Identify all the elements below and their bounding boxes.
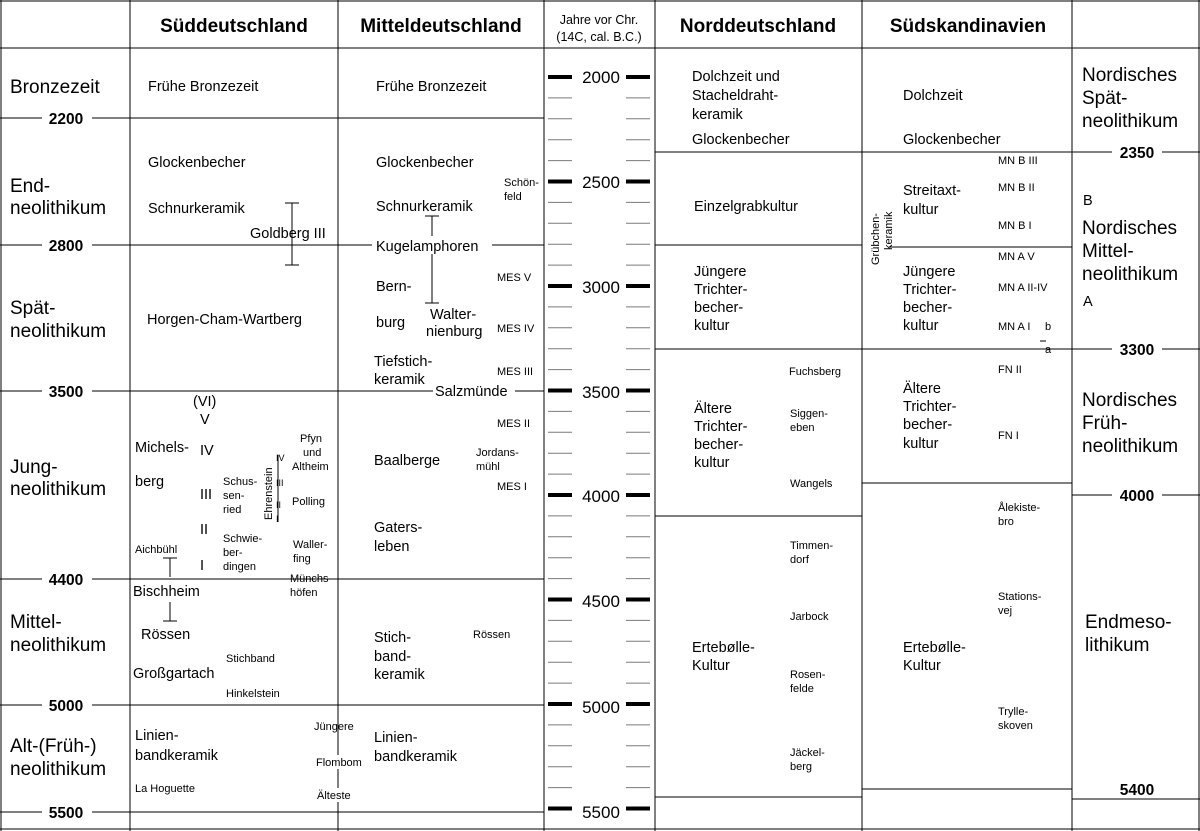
period-end-1: End- — [10, 176, 51, 197]
nord-juengere-tbk-4: kultur — [694, 318, 730, 334]
sued-wallerfing-2: fing — [293, 553, 311, 565]
sued-ehrenstein-i: I — [276, 514, 279, 524]
sued-linienbandkeramik-1: Linien- — [135, 728, 179, 744]
mittel-jordansmuehl-2: mühl — [476, 461, 500, 473]
sued-goldberg-iii: Goldberg III — [250, 226, 326, 242]
mittel-stichbandkeramik-2: band- — [374, 649, 412, 665]
sued-michelsberg-iii: III — [200, 487, 213, 503]
mittel-walternienburg-2: nienburg — [426, 324, 483, 340]
mitteldeutschland-column — [314, 79, 539, 802]
sued-grossgartach: Großgartach — [133, 666, 215, 682]
skand-fn-ii: FN II — [998, 364, 1022, 376]
scale-label-3500: 3500 — [582, 383, 620, 402]
mittel-mes-iii: MES III — [497, 366, 534, 378]
nordisch-mittel-a: A — [1083, 294, 1093, 310]
skand-tryllesko-1: Trylle- — [998, 706, 1029, 718]
nord-timmendorf-2: dorf — [790, 554, 809, 566]
mittel-baalberge: Baalberge — [374, 453, 441, 469]
mittel-schoenfeld-2: feld — [504, 191, 522, 203]
period-alt-1: Alt-(Früh-) — [10, 736, 97, 757]
period-mittel-1: Mittel- — [10, 612, 62, 633]
sued-ehrenstein-iv: IV — [276, 453, 285, 463]
mittel-tiefstichkeramik-1: Tiefstich- — [374, 354, 433, 370]
sued-ehrenstein-ii: II — [276, 500, 282, 510]
header-norddeutschland: Norddeutschland — [679, 16, 837, 37]
boundary-label-2350: 2350 — [1119, 145, 1155, 162]
mittel-salzmuende: Salzmünde — [435, 384, 508, 400]
mittel-juengere: Jüngere — [314, 721, 354, 733]
skand-juengere-tbk-1: Jüngere — [903, 264, 956, 280]
nordisch-endmeso-1: Endmeso- — [1085, 612, 1172, 633]
year-scale-labels — [582, 68, 620, 822]
header-mitteldeutschland: Mitteldeutschland — [360, 16, 522, 37]
skand-gruebchenkeramik-1: Grübchen- — [870, 213, 882, 265]
sued-glockenbecher: Glockenbecher — [148, 155, 246, 171]
nord-aeltere-tbk-1: Ältere — [694, 401, 732, 417]
sued-michelsberg-iv: IV — [200, 443, 214, 459]
mittel-aelteste: Älteste — [317, 790, 351, 802]
scale-label-3000: 3000 — [582, 278, 620, 297]
sued-pfyn-3: Altheim — [292, 461, 329, 473]
mittel-linienbandkeramik-2: bandkeramik — [374, 749, 458, 765]
skand-mn-a-ii-iv: MN A II-IV — [998, 282, 1048, 294]
mittel-bernburg-1: Bern- — [376, 279, 412, 295]
nordisch-frueh-1: Nordisches — [1082, 390, 1178, 411]
mittel-mes-v: MES V — [497, 272, 532, 284]
skand-aeltere-tbk-1: Ältere — [903, 381, 941, 397]
skand-mn-b-iii: MN B III — [998, 155, 1038, 167]
nordisch-endmeso-2: lithikum — [1085, 635, 1150, 656]
boundary-label-2200: 2200 — [48, 111, 84, 128]
skand-fn-i: FN I — [998, 430, 1019, 442]
skand-aeltere-tbk-3: becher- — [903, 417, 953, 433]
nordisch-mittel-3: neolithikum — [1082, 264, 1179, 285]
period-bronzezeit: Bronzezeit — [10, 77, 100, 98]
nordisch-mittel-1: Nordisches — [1082, 218, 1178, 239]
mittel-stichbandkeramik-3: keramik — [374, 667, 425, 683]
mittel-stichbandkeramik-1: Stich- — [374, 630, 412, 646]
header-jahre-line2: (14C, cal. B.C.) — [556, 30, 642, 44]
nord-ertebolle-2: Kultur — [692, 658, 730, 674]
sued-pfyn-1: Pfyn — [300, 433, 323, 445]
sued-michelsberg-i: I — [200, 558, 205, 574]
mittel-mes-ii: MES II — [497, 418, 531, 430]
period-alt-2: neolithikum — [10, 759, 107, 780]
nord-rosenfelde-1: Rosen- — [790, 669, 826, 681]
boundary-label-4000: 4000 — [1119, 488, 1155, 505]
skand-aalekistebro-2: bro — [998, 516, 1014, 528]
sued-aichbuehl: Aichbühl — [135, 544, 178, 556]
sued-schwieberdingen-2: ber- — [223, 547, 243, 559]
period-jung-2: neolithikum — [10, 479, 107, 500]
nordisch-frueh-2: Früh- — [1082, 413, 1128, 434]
sued-schussenried-2: sen- — [223, 490, 245, 502]
nord-dolchzeit-1: Dolchzeit und — [692, 69, 780, 85]
mittel-gatersleben-1: Gaters- — [374, 520, 423, 536]
nord-aeltere-tbk-3: becher- — [694, 437, 744, 453]
mittel-tiefstichkeramik-2: keramik — [374, 372, 425, 388]
sued-ehrenstein-iii: III — [276, 478, 284, 488]
header-suedskandinavien: Südskandinavien — [889, 16, 1047, 37]
sued-muenchshoefen-2: höfen — [290, 587, 318, 599]
header-sueddeutschland: Süddeutschland — [160, 16, 308, 37]
sued-linienbandkeramik-2: bandkeramik — [135, 748, 219, 764]
mittel-linienbandkeramik-1: Linien- — [374, 730, 418, 746]
nord-aeltere-tbk-2: Trichter- — [694, 419, 748, 435]
mittel-mes-iv: MES IV — [497, 323, 535, 335]
nord-juengere-tbk-2: Trichter- — [694, 282, 748, 298]
skand-ertebolle-1: Ertebølle- — [903, 640, 966, 656]
nordisch-spaet-3: neolithikum — [1082, 111, 1179, 132]
nord-siggeneben-1: Siggen- — [790, 408, 828, 420]
skand-mn-a-b: b — [1045, 321, 1052, 333]
sued-pfyn-2: und — [303, 447, 322, 459]
mittel-bernburg-2: burg — [376, 315, 406, 331]
sued-roessen: Rössen — [141, 627, 191, 643]
skand-mn-a-v: MN A V — [998, 251, 1035, 263]
boundary-label-3500: 3500 — [48, 384, 84, 401]
sued-schwieberdingen-3: dingen — [223, 561, 257, 573]
sued-horgen-cham-wartberg: Horgen-Cham-Wartberg — [147, 312, 302, 328]
boundary-label-5000: 5000 — [48, 698, 84, 715]
mittel-schnurkeramik: Schnurkeramik — [376, 199, 473, 215]
boundary-label-5500: 5500 — [48, 805, 84, 822]
skand-gruebchenkeramik-2: keramik — [883, 211, 895, 250]
sued-michelsberg-vi: (VI) — [193, 394, 217, 410]
scale-label-2500: 2500 — [582, 173, 620, 192]
boundary-label-4400: 4400 — [48, 572, 84, 589]
skand-ertebolle-2: Kultur — [903, 658, 941, 674]
nord-wangels: Wangels — [790, 478, 833, 490]
skand-aalekistebro-1: Ålekiste- — [998, 502, 1041, 514]
skand-juengere-tbk-2: Trichter- — [903, 282, 957, 298]
nordisch-frueh-3: neolithikum — [1082, 436, 1179, 457]
norddeutschland-column — [692, 69, 841, 773]
boundary-label-3300: 3300 — [1119, 342, 1155, 359]
skand-juengere-tbk-4: kultur — [903, 318, 939, 334]
nord-timmendorf-1: Timmen- — [790, 540, 833, 552]
sued-muenchshoefen-1: Münchs- — [290, 573, 333, 585]
skand-tryllesko-2: skoven — [998, 720, 1033, 732]
suedskandinavien-column — [870, 88, 1052, 732]
scale-label-4000: 4000 — [582, 487, 620, 506]
skand-streitaxtkultur-1: Streitaxt- — [903, 183, 962, 199]
period-jung-1: Jung- — [10, 457, 58, 478]
nord-fuchsberg: Fuchsberg — [789, 366, 841, 378]
nord-einzelgrabkultur: Einzelgrabkultur — [694, 199, 798, 215]
skand-glockenbecher: Glockenbecher — [903, 132, 1001, 148]
nord-aeltere-tbk-4: kultur — [694, 455, 730, 471]
period-end-2: neolithikum — [10, 198, 107, 219]
nord-rosenfelde-2: felde — [790, 683, 814, 695]
sued-michelsberg-v: V — [200, 412, 210, 428]
sued-schussenried-3: ried — [223, 504, 242, 516]
skand-stationsvej-2: vej — [998, 605, 1013, 617]
sued-michelsberg-2: berg — [135, 474, 165, 490]
skand-dolchzeit: Dolchzeit — [903, 88, 963, 104]
scale-label-5000: 5000 — [582, 698, 620, 717]
scale-label-2000: 2000 — [582, 68, 620, 87]
sued-bischheim: Bischheim — [133, 584, 200, 600]
period-mittel-2: neolithikum — [10, 635, 107, 656]
sued-schwieberdingen-1: Schwie- — [223, 533, 263, 545]
mittel-roessen: Rössen — [473, 629, 511, 641]
nord-ertebolle-1: Ertebølle- — [692, 640, 755, 656]
nordisch-mittel-2: Mittel- — [1082, 241, 1134, 262]
boundary-label-2800: 2800 — [48, 238, 84, 255]
sued-hinkelstein: Hinkelstein — [226, 688, 280, 700]
period-spaet-1: Spät- — [10, 298, 56, 319]
nord-siggeneben-2: eben — [790, 422, 815, 434]
sued-wallerfing-1: Waller- — [293, 539, 328, 551]
nord-jaeckelberg-1: Jäckel- — [790, 747, 825, 759]
skand-streitaxtkultur-2: kultur — [903, 202, 939, 218]
nordisch-spaet-2: Spät- — [1082, 88, 1128, 109]
skand-mn-a-a: a — [1045, 344, 1052, 356]
sued-michelsberg-1: Michels- — [135, 440, 189, 456]
period-column — [10, 77, 106, 780]
scale-label-5500: 5500 — [582, 803, 620, 822]
scale-label-4500: 4500 — [582, 592, 620, 611]
mittel-schoenfeld-1: Schön- — [504, 177, 539, 189]
sued-schnurkeramik: Schnurkeramik — [148, 201, 245, 217]
nord-jarbock: Jarbock — [790, 611, 829, 623]
sued-fruehe-bronzezeit: Frühe Bronzezeit — [148, 79, 259, 95]
skand-stationsvej-1: Stations- — [998, 591, 1042, 603]
nord-jaeckelberg-2: berg — [790, 761, 813, 773]
mittel-gatersleben-2: leben — [374, 539, 410, 555]
nordisch-mittel-b: B — [1083, 193, 1093, 209]
nord-juengere-tbk-1: Jüngere — [694, 264, 747, 280]
mittel-flombom: Flombom — [316, 757, 362, 769]
sued-ehrenstein: Ehrenstein — [263, 467, 275, 520]
nord-dolchzeit-3: keramik — [692, 107, 743, 123]
period-spaet-2: neolithikum — [10, 321, 107, 342]
mittel-fruehe-bronzezeit: Frühe Bronzezeit — [376, 79, 487, 95]
mittel-jordansmuehl-1: Jordans- — [476, 447, 519, 459]
nord-dolchzeit-2: Stacheldraht- — [692, 88, 779, 104]
sued-schussenried-1: Schus- — [223, 476, 258, 488]
skand-aeltere-tbk-2: Trichter- — [903, 399, 957, 415]
skand-mn-b-i: MN B I — [998, 220, 1032, 232]
mittel-kugelamphoren: Kugelamphoren — [376, 239, 479, 255]
sueddeutschland-column — [133, 79, 333, 795]
nord-juengere-tbk-3: becher- — [694, 300, 744, 316]
skand-mn-b-ii: MN B II — [998, 182, 1035, 194]
header-jahre-line1: Jahre vor Chr. — [559, 13, 639, 27]
sued-stichband: Stichband — [226, 653, 275, 665]
skand-aeltere-tbk-4: kultur — [903, 436, 939, 452]
sued-la-hoguette: La Hoguette — [135, 783, 195, 795]
mittel-walternienburg-1: Walter- — [430, 307, 477, 323]
sued-michelsberg-ii: II — [200, 522, 209, 538]
mittel-mes-i: MES I — [497, 481, 527, 493]
nordisch-spaet-1: Nordisches — [1082, 65, 1178, 86]
nord-glockenbecher: Glockenbecher — [692, 132, 790, 148]
skand-mn-a-i: MN A I — [998, 321, 1031, 333]
mittel-glockenbecher: Glockenbecher — [376, 155, 474, 171]
sued-polling: Polling — [292, 496, 326, 508]
skand-juengere-tbk-3: becher- — [903, 300, 953, 316]
boundary-label-5400: 5400 — [1119, 782, 1155, 799]
